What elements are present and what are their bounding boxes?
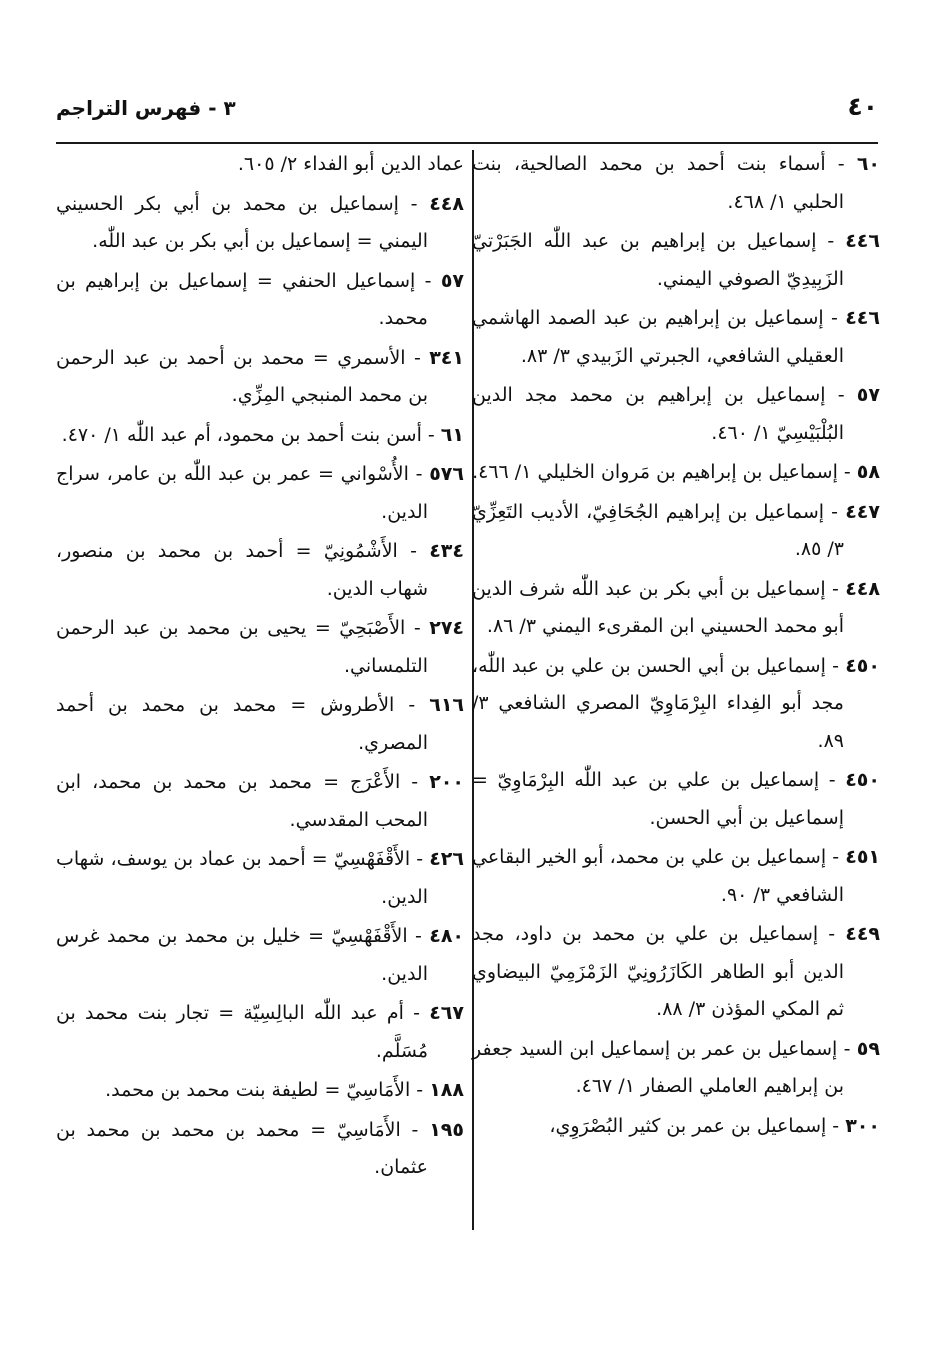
entry-number: ٤٤٨ — [845, 577, 880, 600]
entry-number: ٤٤٩ — [845, 923, 881, 945]
entry-number: ٤٤٦ — [845, 230, 880, 252]
entry-text: إسماعيل بن علي بن محمد، أبو الخير البقاعي الشافعي ٣/ ٩٠. — [472, 846, 844, 906]
entry-dash: - — [415, 269, 441, 292]
entry-text: الأسمري = محمد بن أحمد بن عبد الرحمن بن محمد المنبجي المِزِّي. — [56, 346, 428, 406]
entry-dash: - — [818, 923, 846, 945]
header-rule — [56, 142, 878, 144]
index-entry — [472, 571, 880, 646]
right-column — [472, 146, 880, 1147]
entry-dash: - — [421, 423, 441, 446]
entry-dash: - — [398, 192, 430, 215]
section-title: ٣ - فهرس التراجم — [56, 96, 236, 120]
index-entry — [56, 1112, 464, 1187]
index-entry — [472, 454, 880, 492]
entry-number: ٦١٦ — [429, 694, 465, 716]
index-entry — [472, 146, 880, 221]
index-entry — [56, 764, 464, 839]
entry-dash: - — [837, 1037, 857, 1060]
entry-text: إسماعيل بن إبراهيم بن عبد الصمد الهاشمي العقيلي الشافعي، الجبرتي الزَبيدي ٣/ ٨٣. — [472, 307, 844, 367]
entry-text: الأَشْمُونِيّ = أحمد بن محمد بن منصور، شهاب الدين. — [56, 540, 428, 600]
entry-text: إسماعيل بن علي بن محمد بن داود، مجد الدين أبو الطاهر الكَازَرُونِيّ الزَمْزَمِيّ البيضاوي ثم المكي المؤذن ٣/ ٨٨. — [472, 923, 844, 1020]
index-entry — [56, 918, 464, 993]
index-entry — [56, 533, 464, 608]
entry-number: ٤٣٤ — [429, 540, 464, 562]
entry-text: إسماعيل بن إبراهيم بن عبد اللّٰه الجَبَرْتيّ الزَبِيدِيّ الصوفي اليمني. — [472, 230, 844, 290]
entry-dash: - — [405, 617, 430, 639]
index-entry — [472, 223, 880, 298]
entry-text: الأَقْفَهْسِيّ = خليل بن محمد بن محمد غرس الدين. — [56, 925, 428, 985]
entry-dash: - — [825, 384, 857, 406]
entry-dash: - — [405, 346, 430, 369]
entry-number: ٢٧٤ — [429, 617, 465, 639]
entry-number: ٤٥١ — [845, 846, 881, 868]
index-entry — [472, 300, 880, 375]
entry-dash: - — [824, 500, 846, 523]
entry-text: أم عبد اللّٰه البالِسِيّة = تجار بنت محمد بن مُسَلَّم. — [56, 1002, 428, 1062]
entry-dash: - — [408, 463, 430, 485]
index-entry — [56, 841, 464, 916]
entry-number: ٤٢٦ — [429, 848, 464, 870]
entry-text: إسماعيل بن عمر بن إسماعيل ابن السيد جعفر بن إبراهيم العاملي الصفار ١/ ٤٦٧. — [472, 1037, 844, 1097]
entry-text: الأَقْفَهْسِيّ = أحمد بن عماد بن يوسف، شهاب الدين. — [56, 848, 428, 908]
entry-dash: - — [400, 771, 430, 793]
entry-dash: - — [826, 1114, 846, 1137]
entry-dash: - — [837, 461, 857, 483]
entry-number: ١٩٥ — [429, 1118, 464, 1141]
entry-dash: - — [403, 1002, 430, 1024]
entry-number: ٣٤١ — [429, 346, 464, 369]
entry-dash: - — [397, 540, 430, 562]
index-entry — [472, 377, 880, 452]
index-entry — [472, 762, 880, 837]
entry-dash: - — [825, 577, 846, 600]
entry-text: إسماعيل بن إبراهيم بن مَروان الخليلي ١/ ٤٦٦. — [472, 461, 838, 483]
entry-text: إسماعيل بن علي بن عبد اللّٰه البِرْمَاوِيّ = إسماعيل بن أبي الحسن. — [472, 769, 844, 829]
entry-text: أسماء بنت أحمد بن محمد الصالحية، بنت الحلبي ١/ ٤٦٨. — [472, 153, 844, 213]
entry-dash: - — [826, 846, 846, 868]
entry-dash: - — [823, 307, 846, 329]
entry-dash: - — [410, 848, 430, 870]
entry-number: ٤٥٠ — [845, 769, 880, 791]
index-entry — [472, 1031, 880, 1106]
left-column — [56, 146, 464, 1189]
entry-number: ٤٤٨ — [429, 192, 464, 215]
entry-dash: - — [394, 694, 430, 716]
index-entry — [472, 494, 880, 569]
entry-number: ٤٨٠ — [429, 925, 465, 947]
entry-number: ٥٧ — [440, 269, 465, 292]
entry-number: ٤٤٧ — [845, 500, 880, 523]
entry-number: ١٨٨ — [429, 1079, 464, 1101]
entry-text: إسماعيل بن محمد بن أبي بكر الحسيني اليمني = إسماعيل بن أبي بكر بن عبد اللّٰه. — [56, 192, 428, 252]
index-entry — [472, 648, 880, 761]
entry-text: الأُسْواني = عمر بن عبد اللّٰه بن عامر، سراج الدين. — [56, 463, 428, 523]
entry-number: ٤٥٠ — [845, 654, 880, 677]
index-entry — [472, 916, 880, 1029]
entry-dash: - — [825, 654, 846, 677]
entry-number: ٣٠٠ — [845, 1114, 880, 1137]
entry-number: ٢٠٠ — [429, 771, 464, 793]
entry-text: إسماعيل بن عمر بن كثير البُصْرَوِي، — [549, 1114, 827, 1137]
entry-number: ٤٤٦ — [845, 307, 880, 329]
index-entry — [56, 1072, 464, 1110]
entry-text: الأطروش = محمد بن محمد بن أحمد المصري. — [56, 694, 428, 754]
entry-text: الأَمَاسِيّ = لطيفة بنت محمد بن محمد. — [105, 1079, 411, 1101]
entry-text: إسماعيل الحنفي = إسماعيل بن إبراهيم بن محمد. — [56, 269, 428, 329]
entry-dash: - — [825, 153, 857, 175]
entry-text: إسماعيل بن إبراهيم الجُحَافِيّ، الأديب التَعِزِّيّ ٣/ ٨٥. — [472, 500, 844, 560]
index-entry — [472, 1108, 880, 1146]
entry-number: ٥٨ — [856, 461, 880, 483]
entry-text: إسماعيل بن أبي الحسن بن علي بن عبد اللّٰه، مجد أبو الفِداء البِرْمَاوِيّ المصري الشافعي ٣/ ٨٩. — [472, 654, 844, 752]
index-entry — [56, 610, 464, 685]
entry-text: أسن بنت أحمد بن محمود، أم عبد اللّٰه ١/ ٤٧٠. — [61, 423, 422, 446]
entry-dash: - — [407, 925, 430, 947]
entry-number: ٥٧٦ — [429, 463, 464, 485]
index-entry — [56, 995, 464, 1070]
entry-text: الأَمَاسِيّ = محمد بن محمد بن محمد بن عثمان. — [56, 1118, 428, 1178]
entry-dash: - — [410, 1079, 430, 1101]
index-entry — [56, 186, 464, 261]
left-column-continuation: عماد الدين أبو الفداء ٢/ ٦٠٥. — [237, 153, 464, 175]
index-entry — [56, 456, 464, 531]
page-number: ٤٠ — [847, 92, 878, 121]
index-entry — [56, 687, 464, 762]
entry-text: إسماعيل بن إبراهيم بن محمد مجد الدين البُلْبَيْسِيّ ١/ ٤٦٠. — [472, 384, 844, 444]
entry-number: ٤٦٧ — [429, 1002, 464, 1024]
entry-text: الأَعْرَج = محمد بن محمد بن محمد، ابن المحب المقدسي. — [56, 771, 428, 831]
entry-dash: - — [816, 230, 846, 252]
page-header — [56, 92, 878, 132]
entry-text: الأَصْبَحِيّ = يحيى بن محمد بن عبد الرحمن التلمساني. — [56, 617, 428, 677]
entry-number: ٥٧ — [856, 384, 880, 406]
entry-text: إسماعيل بن أبي بكر بن عبد اللّٰه شرف الدين أبو محمد الحسيني ابن المقرىء اليمني ٣/ ٨٦. — [472, 577, 844, 637]
entry-number: ٥٩ — [856, 1037, 880, 1060]
entry-number: ٦٠ — [856, 153, 881, 175]
index-entry — [56, 263, 464, 338]
entry-number: ٦١ — [440, 423, 464, 446]
entry-dash: - — [819, 769, 846, 791]
index-entry — [472, 839, 880, 914]
entry-dash: - — [400, 1118, 430, 1141]
index-entry — [56, 340, 464, 415]
index-entry — [56, 417, 464, 455]
